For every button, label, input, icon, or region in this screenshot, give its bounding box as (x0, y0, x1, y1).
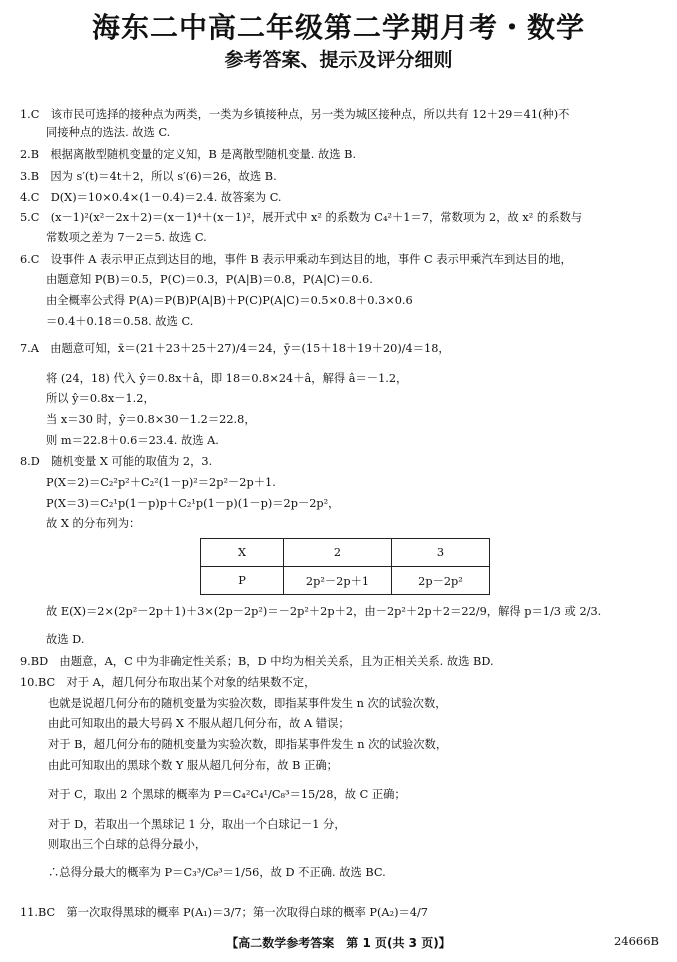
document-code: 24666B (613, 934, 659, 948)
answer-line: 9.BD 由题意，A，C 中为非确定性关系；B，D 中均为相关关系，且为正相关关系. 故选 BD. (20, 655, 494, 668)
table-cell: X (201, 539, 284, 567)
answer-line: 5.C (x－1)²(x²－2x＋2)＝(x－1)⁴＋(x－1)²，展开式中 x² 的系数为 C₄²＋1＝7，常数项为 2，故 x² 的系数与 (20, 211, 583, 224)
page-title: 海东二中高二年级第二学期月考・数学 (91, 11, 585, 44)
table-cell: 3 (392, 539, 490, 567)
answer-line: 由此可知取出的最大号码 X 不服从超几何分布，故 A 错误； (48, 717, 350, 730)
distribution-table (200, 538, 490, 595)
answer-line: 由全概率公式得 P(A)＝P(B)P(A|B)＋P(C)P(A|C)＝0.5×0.8＋0.3×0.6 (46, 294, 413, 307)
answer-line: 当 x＝30 时，ŷ＝0.8×30－1.2＝22.8， (46, 413, 256, 426)
answer-line: 故选 D. (46, 633, 85, 646)
table-cell: 2p－2p² (392, 567, 490, 595)
answer-line: P(X＝2)＝C₂²p²＋C₂²(1－p)²＝2p²－2p＋1. (46, 476, 276, 489)
table-cell: 2p²－2p＋1 (284, 567, 392, 595)
table-row (201, 567, 490, 595)
answer-line: 8.D 随机变量 X 可能的取值为 2，3. (20, 455, 213, 468)
table-cell: 2 (284, 539, 392, 567)
answer-line: 6.C 设事件 A 表示甲正点到达目的地，事件 B 表示甲乘动车到达目的地，事件 C 表示甲乘汽车到达目的地， (20, 253, 572, 266)
answer-line: 则取出三个白球的总得分最小， (48, 838, 207, 851)
answer-line: 对于 B，超几何分布的随机变量为实验次数，即指某事件发生 n 次的试验次数， (48, 738, 448, 751)
answer-line: 由此可知取出的黑球个数 Y 服从超几何分布，故 B 正确； (48, 759, 338, 772)
answer-line: 则 m＝22.8＋0.6＝23.4. 故选 A. (46, 434, 219, 447)
answer-line: 常数项之差为 7－2＝5. 故选 C. (46, 231, 207, 244)
answer-line: 11.BC 第一次取得黑球的概率 P(A₁)＝3/7；第一次取得白球的概率 P(A₂)＝4/7 (20, 906, 428, 919)
page-footer: 【高二数学参考答案 第 1 页(共 3 页)】 (226, 936, 451, 950)
answer-line: 所以 ŷ＝0.8x－1.2， (46, 392, 155, 405)
answer-line: 10.BC 对于 A，超几何分布取出某个对象的结果数不定， (20, 676, 316, 689)
answer-line: ＝0.4＋0.18＝0.58. 故选 C. (46, 315, 194, 328)
answer-line: P(X＝3)＝C₂¹p(1－p)p＋C₂¹p(1－p)(1－p)＝2p－2p²， (46, 497, 340, 510)
answer-line: 将 (24，18) 代入 ŷ＝0.8x＋â，即 18＝0.8×24＋â，解得 â＝－1.2， (46, 372, 408, 385)
table-row (201, 539, 490, 567)
answer-line: 故 X 的分布列为： (46, 517, 141, 530)
answer-line: 由题意知 P(B)＝0.5，P(C)＝0.3，P(A|B)＝0.8，P(A|C)＝0.6. (46, 273, 373, 286)
answer-line: 故 E(X)＝2×(2p²－2p＋1)＋3×(2p－2p²)＝－2p²＋2p＋2，由－2p²＋2p＋2＝22/9，解得 p＝1/3 或 2/3. (46, 605, 602, 618)
answer-line: 2.B 根据离散型随机变量的定义知，B 是离散型随机变量. 故选 B. (20, 148, 357, 161)
answer-line: 3.B 因为 s′(t)＝4t＋2，所以 s′(6)＝26，故选 B. (20, 170, 277, 183)
answer-line: 4.C D(X)＝10×0.4×(1－0.4)＝2.4. 故答案为 C. (20, 191, 282, 204)
answer-line: 对于 C，取出 2 个黑球的概率为 P＝C₄²C₄¹/C₈³＝15/28，故 C 正确； (48, 788, 406, 801)
answer-line: 1.C 该市民可选择的接种点为两类，一类为乡镇接种点，另一类为城区接种点，所以共有 12＋29＝41(种)不 (20, 108, 570, 121)
answer-line: 7.A 由题意可知，x̄＝(21＋23＋25＋27)/4＝24，ȳ＝(15＋18＋19＋20)/4＝18， (20, 342, 450, 355)
answer-line: ∴总得分最大的概率为 P＝C₃³/C₈³＝1/56，故 D 不正确. 故选 BC. (48, 866, 386, 879)
answer-line: 对于 D，若取出一个黑球记 1 分，取出一个白球记－1 分， (48, 818, 346, 831)
table-cell: P (201, 567, 284, 595)
answer-line: 同接种点的选法. 故选 C. (46, 126, 171, 139)
answer-line: 也就是说超几何分布的随机变量为实验次数，即指某事件发生 n 次的试验次数， (48, 697, 447, 710)
page-subtitle: 参考答案、提示及评分细则 (224, 49, 453, 71)
